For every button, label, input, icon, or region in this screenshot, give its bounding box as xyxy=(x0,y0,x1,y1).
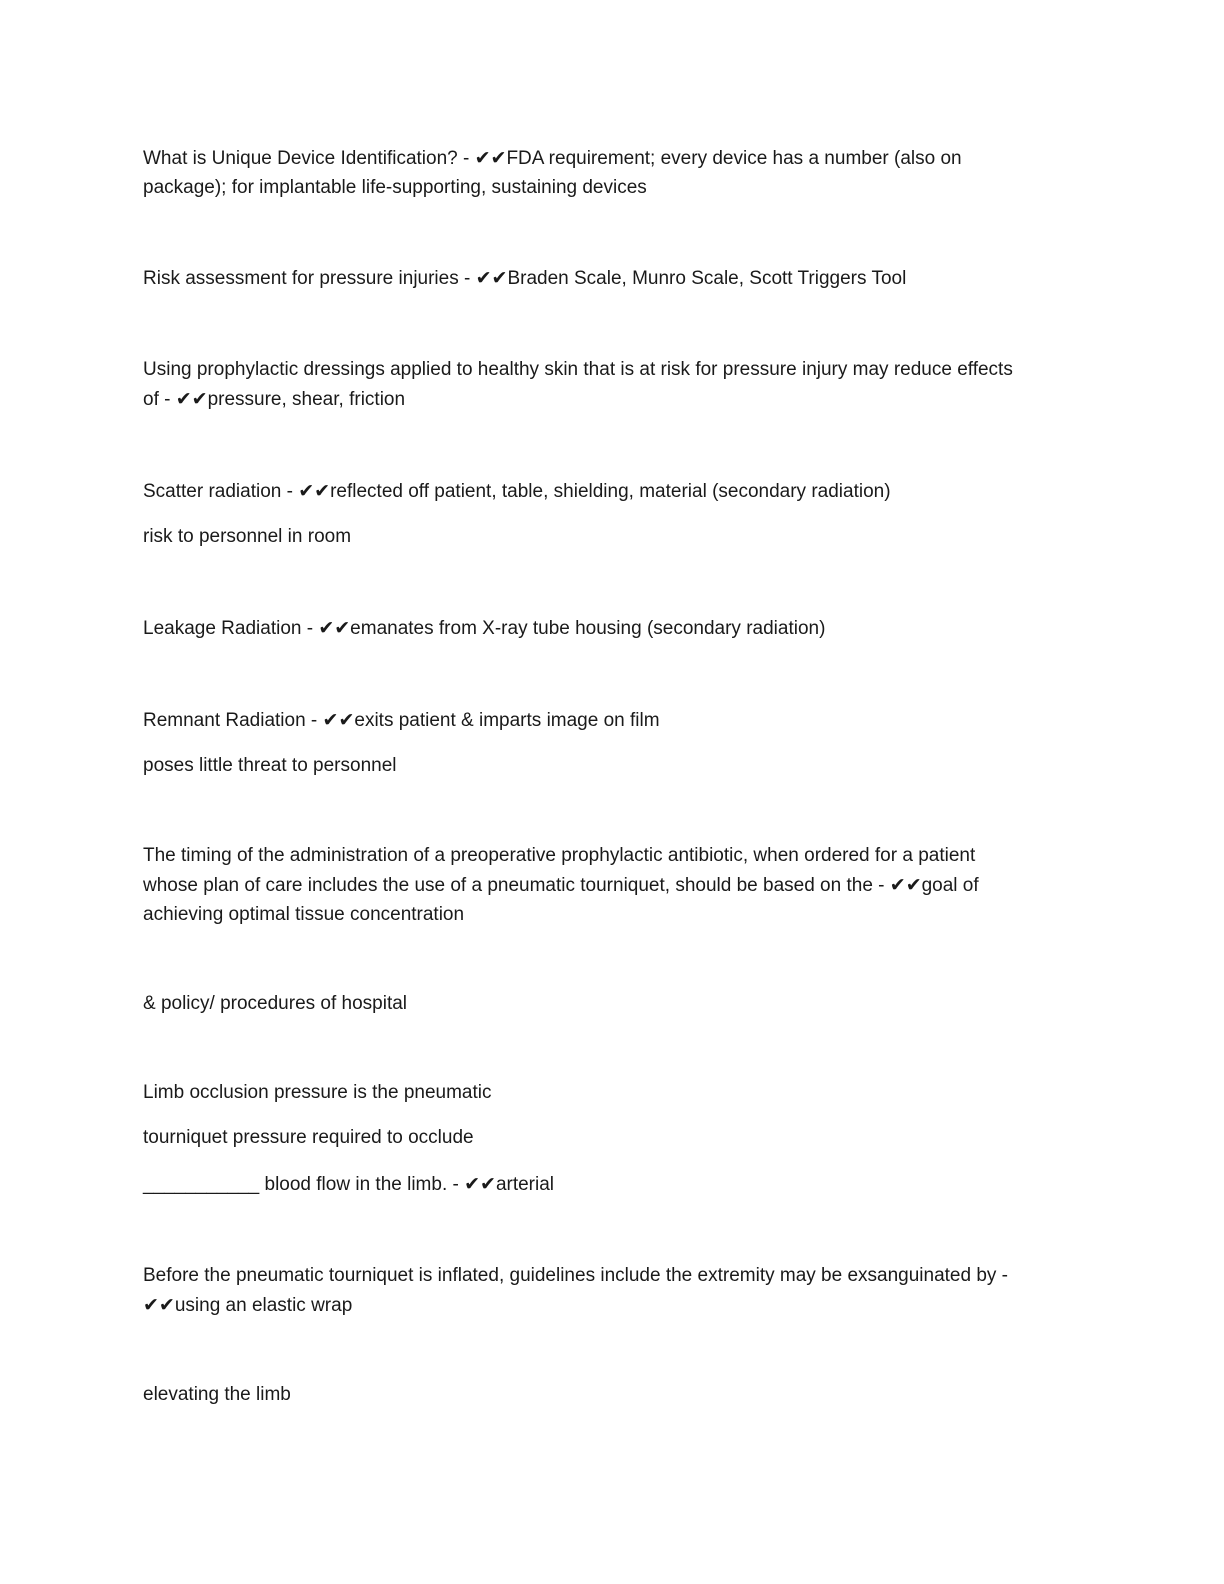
text-line-antibiotic-timing-2: whose plan of care includes the use of a pneumatic tourniquet, should be based on the - ✔✔goal of xyxy=(143,875,979,896)
text-line-antibiotic-timing-3: achieving optimal tissue concentration xyxy=(143,904,465,925)
text-line-udi-answer-cont: package); for implantable life-supporting, sustaining devices xyxy=(143,177,647,198)
text-line-hospital-policy: & policy/ procedures of hospital xyxy=(143,993,408,1014)
text-line-leakage-radiation: Leakage Radiation - ✔✔emanates from X-ray tube housing (secondary radiation) xyxy=(143,618,826,639)
text-line-prophylactic-answer: of - ✔✔pressure, shear, friction xyxy=(143,389,406,410)
text-line-exsanguination-1: Before the pneumatic tourniquet is inflated, guidelines include the extremity may be exsanguinated by - xyxy=(143,1265,1009,1286)
text-line-limb-occlusion-2: tourniquet pressure required to occlude xyxy=(143,1127,474,1148)
text-line-limb-occlusion-1: Limb occlusion pressure is the pneumatic xyxy=(143,1082,492,1103)
text-line-scatter-note: risk to personnel in room xyxy=(143,526,352,547)
text-line-antibiotic-timing-1: The timing of the administration of a preoperative prophylactic antibiotic, when ordered for a patient xyxy=(143,845,976,866)
text-line-elevating-limb: elevating the limb xyxy=(143,1384,291,1405)
text-line-scatter-radiation: Scatter radiation - ✔✔reflected off patient, table, shielding, material (secondary radiation) xyxy=(143,481,891,502)
text-line-exsanguination-2: ✔✔using an elastic wrap xyxy=(143,1295,353,1316)
text-line-remnant-radiation: Remnant Radiation - ✔✔exits patient & imparts image on film xyxy=(143,710,660,731)
text-line-limb-occlusion-3: ___________ blood flow in the limb. - ✔✔arterial xyxy=(143,1174,555,1195)
text-line-remnant-note: poses little threat to personnel xyxy=(143,755,397,776)
text-line-prophylactic-dressings: Using prophylactic dressings applied to healthy skin that is at risk for pressure injury may reduce effects xyxy=(143,359,1013,380)
text-line-udi-question: What is Unique Device Identification? - ✔✔FDA requirement; every device has a number (also on xyxy=(143,148,962,169)
text-line-risk-assessment: Risk assessment for pressure injuries - ✔✔Braden Scale, Munro Scale, Scott Triggers Tool xyxy=(143,268,907,289)
